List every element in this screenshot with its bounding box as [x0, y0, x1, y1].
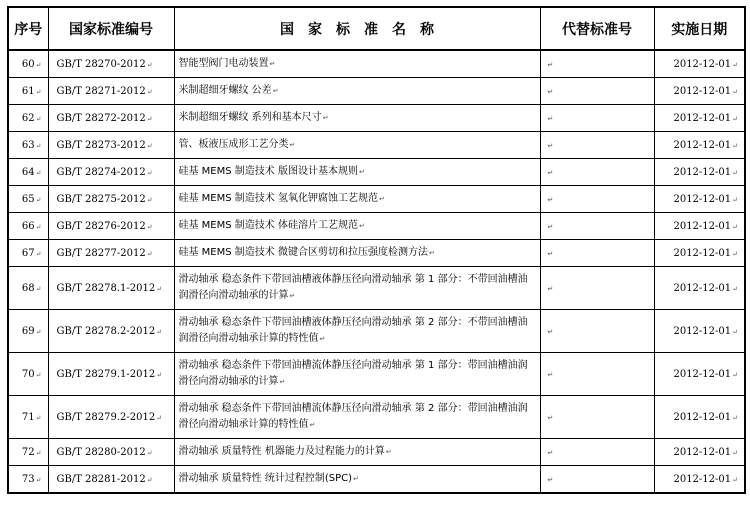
standards-table-container [7, 6, 746, 494]
row-code-text: GB/T 28273-2012 [56, 139, 146, 151]
paragraph-mark-icon: ↵ [35, 60, 42, 69]
paragraph-mark-icon: ↵ [35, 413, 42, 422]
row-name-text: 米制超细牙螺纹 系列和基本尺寸 [178, 112, 322, 123]
paragraph-mark-icon: ↵ [547, 475, 554, 484]
paragraph-mark-icon: ↵ [35, 327, 42, 336]
paragraph-mark-icon: ↵ [732, 141, 738, 150]
paragraph-mark-icon: ↵ [547, 87, 554, 96]
row-code-text: GB/T 28280-2012 [56, 446, 146, 458]
paragraph-mark-icon: ↵ [547, 370, 554, 379]
row-date-text: 2012-12-01 [673, 446, 732, 458]
row-name-cell [174, 240, 540, 267]
table-body [8, 50, 745, 493]
row-name-cell [174, 466, 540, 494]
paragraph-mark-icon: ↵ [309, 421, 316, 429]
row-date-text: 2012-12-01 [673, 247, 732, 259]
row-date-cell [654, 50, 745, 78]
paragraph-mark-icon: ↵ [146, 475, 153, 484]
row-seq-text: 68 [21, 282, 35, 294]
row-date-text: 2012-12-01 [673, 473, 732, 485]
paragraph-mark-icon: ↵ [35, 141, 42, 150]
row-seq-text: 64 [21, 166, 35, 178]
row-name-text: 硅基 MEMS 制造技术 氢氧化钾腐蚀工艺规范 [178, 193, 378, 204]
row-seq-text: 60 [21, 58, 35, 70]
row-seq-cell [8, 396, 48, 439]
paragraph-mark-icon: ↵ [156, 327, 163, 336]
paragraph-mark-icon: ↵ [35, 284, 42, 293]
row-name-text: 管、板液压成形工艺分类 [178, 139, 289, 150]
row-date-cell [654, 310, 745, 353]
paragraph-mark-icon: ↵ [732, 60, 738, 69]
row-seq-cell [8, 466, 48, 494]
row-replaces-cell [540, 439, 654, 466]
row-date-cell [654, 466, 745, 494]
paragraph-mark-icon: ↵ [146, 60, 153, 69]
row-date-text: 2012-12-01 [673, 166, 732, 178]
paragraph-mark-icon: ↵ [279, 378, 286, 386]
paragraph-mark-icon: ↵ [547, 195, 554, 204]
paragraph-mark-icon: ↵ [378, 195, 385, 203]
table-row [8, 159, 745, 186]
row-code-text: GB/T 28274-2012 [56, 166, 146, 178]
row-name-cell [174, 353, 540, 396]
paragraph-mark-icon: ↵ [269, 60, 276, 68]
row-replaces-cell [540, 186, 654, 213]
row-date-text: 2012-12-01 [673, 85, 732, 97]
table-row [8, 466, 745, 494]
row-seq-text: 61 [21, 85, 35, 97]
paragraph-mark-icon: ↵ [732, 195, 738, 204]
paragraph-mark-icon: ↵ [732, 114, 738, 123]
paragraph-mark-icon: ↵ [353, 475, 359, 483]
paragraph-mark-icon: ↵ [35, 370, 42, 379]
row-code-cell [48, 186, 174, 213]
row-seq-text: 65 [21, 193, 35, 205]
paragraph-mark-icon: ↵ [732, 249, 738, 258]
paragraph-mark-icon: ↵ [35, 168, 42, 177]
row-replaces-cell [540, 310, 654, 353]
paragraph-mark-icon: ↵ [732, 448, 738, 457]
row-date-cell [654, 213, 745, 240]
paragraph-mark-icon: ↵ [547, 168, 554, 177]
row-name-text: 滑动轴承 质量特性 机器能力及过程能力的计算 [178, 446, 385, 457]
row-code-cell [48, 213, 174, 240]
paragraph-mark-icon: ↵ [156, 370, 163, 379]
table-row [8, 439, 745, 466]
row-date-cell [654, 240, 745, 267]
paragraph-mark-icon: ↵ [35, 222, 42, 231]
row-replaces-cell [540, 396, 654, 439]
row-seq-cell [8, 105, 48, 132]
row-code-cell [48, 310, 174, 353]
row-date-cell [654, 353, 745, 396]
row-name-text: 硅基 MEMS 制造技术 版图设计基本规则 [178, 166, 358, 177]
row-date-cell [654, 159, 745, 186]
paragraph-mark-icon: ↵ [35, 114, 42, 123]
row-replaces-cell [540, 105, 654, 132]
row-replaces-cell [540, 50, 654, 78]
header-name: 国 家 标 准 名 称 [174, 7, 540, 50]
row-code-cell [48, 50, 174, 78]
row-replaces-cell [540, 267, 654, 310]
paragraph-mark-icon: ↵ [35, 87, 42, 96]
row-code-text: GB/T 28279.1-2012 [56, 368, 156, 380]
row-seq-cell [8, 353, 48, 396]
row-code-cell [48, 466, 174, 494]
row-code-cell [48, 240, 174, 267]
row-seq-text: 72 [21, 446, 35, 458]
header-row [8, 7, 745, 50]
row-date-cell [654, 396, 745, 439]
row-code-text: GB/T 28278.1-2012 [56, 282, 156, 294]
paragraph-mark-icon: ↵ [156, 413, 163, 422]
row-seq-cell [8, 50, 48, 78]
row-seq-cell [8, 267, 48, 310]
row-code-text: GB/T 28272-2012 [56, 112, 146, 124]
row-name-cell [174, 132, 540, 159]
row-date-text: 2012-12-01 [673, 368, 732, 380]
row-seq-text: 62 [21, 112, 35, 124]
row-name-cell [174, 105, 540, 132]
row-code-cell [48, 396, 174, 439]
row-code-cell [48, 78, 174, 105]
row-name-cell [174, 159, 540, 186]
row-code-text: GB/T 28276-2012 [56, 220, 146, 232]
row-name-text: 滑动轴承 稳态条件下带回油槽流体静压径向滑动轴承 第 1 部分：带回油槽油润滑径向滑动轴承的计算 [178, 360, 528, 387]
paragraph-mark-icon: ↵ [146, 87, 153, 96]
row-replaces-cell [540, 213, 654, 240]
paragraph-mark-icon: ↵ [732, 413, 738, 422]
paragraph-mark-icon: ↵ [547, 141, 554, 150]
paragraph-mark-icon: ↵ [146, 448, 153, 457]
row-code-cell [48, 105, 174, 132]
table-row [8, 396, 745, 439]
table-row [8, 78, 745, 105]
row-date-cell [654, 439, 745, 466]
row-seq-text: 71 [21, 411, 35, 423]
paragraph-mark-icon: ↵ [547, 222, 554, 231]
paragraph-mark-icon: ↵ [547, 448, 554, 457]
row-name-cell [174, 50, 540, 78]
row-seq-cell [8, 310, 48, 353]
table-row [8, 132, 745, 159]
header-code: 国家标准编号 [48, 7, 174, 50]
paragraph-mark-icon: ↵ [156, 284, 163, 293]
paragraph-mark-icon: ↵ [146, 195, 153, 204]
table-row [8, 240, 745, 267]
paragraph-mark-icon: ↵ [146, 249, 153, 258]
row-replaces-cell [540, 353, 654, 396]
row-name-text: 滑动轴承 稳态条件下带回油槽液体静压径向滑动轴承 第 2 部分：不带回油槽油润滑径向滑动轴承计算的特性值 [178, 317, 528, 344]
row-date-cell [654, 186, 745, 213]
paragraph-mark-icon: ↵ [35, 475, 42, 484]
row-seq-cell [8, 240, 48, 267]
header-seq: 序号 [8, 7, 48, 50]
paragraph-mark-icon: ↵ [358, 168, 365, 176]
paragraph-mark-icon: ↵ [547, 60, 554, 69]
row-name-cell [174, 213, 540, 240]
paragraph-mark-icon: ↵ [146, 222, 153, 231]
row-seq-cell [8, 159, 48, 186]
paragraph-mark-icon: ↵ [289, 292, 296, 300]
row-replaces-cell [540, 466, 654, 494]
row-date-text: 2012-12-01 [673, 220, 732, 232]
row-replaces-cell [540, 78, 654, 105]
row-code-text: GB/T 28278.2-2012 [56, 325, 156, 337]
paragraph-mark-icon: ↵ [428, 249, 435, 257]
row-seq-cell [8, 132, 48, 159]
paragraph-mark-icon: ↵ [732, 475, 738, 484]
paragraph-mark-icon: ↵ [322, 114, 329, 122]
paragraph-mark-icon: ↵ [547, 413, 554, 422]
paragraph-mark-icon: ↵ [146, 168, 153, 177]
row-seq-text: 63 [21, 139, 35, 151]
row-seq-cell [8, 78, 48, 105]
row-name-text: 智能型阀门电动装置 [178, 58, 269, 69]
paragraph-mark-icon: ↵ [35, 249, 42, 258]
row-code-cell [48, 159, 174, 186]
paragraph-mark-icon: ↵ [732, 327, 738, 336]
row-code-cell [48, 353, 174, 396]
row-date-cell [654, 132, 745, 159]
paragraph-mark-icon: ↵ [732, 87, 738, 96]
paragraph-mark-icon: ↵ [289, 141, 296, 149]
row-seq-cell [8, 186, 48, 213]
row-name-text: 硅基 MEMS 制造技术 微键合区剪切和拉压强度检测方法 [178, 247, 428, 258]
row-date-cell [654, 105, 745, 132]
row-date-cell [654, 78, 745, 105]
row-code-text: GB/T 28270-2012 [56, 58, 146, 70]
row-date-text: 2012-12-01 [673, 325, 732, 337]
row-code-text: GB/T 28277-2012 [56, 247, 146, 259]
row-code-text: GB/T 28281-2012 [56, 473, 146, 485]
row-replaces-cell [540, 240, 654, 267]
paragraph-mark-icon: ↵ [732, 168, 738, 177]
row-name-cell [174, 78, 540, 105]
row-date-text: 2012-12-01 [673, 193, 732, 205]
paragraph-mark-icon: ↵ [146, 114, 153, 123]
row-date-text: 2012-12-01 [673, 282, 732, 294]
row-date-cell [654, 267, 745, 310]
row-code-text: GB/T 28279.2-2012 [56, 411, 156, 423]
paragraph-mark-icon: ↵ [358, 222, 365, 230]
paragraph-mark-icon: ↵ [272, 87, 279, 95]
row-name-cell [174, 310, 540, 353]
standards-table [7, 6, 746, 494]
paragraph-mark-icon: ↵ [547, 114, 554, 123]
header-replaces: 代替标准号 [540, 7, 654, 50]
row-code-cell [48, 132, 174, 159]
row-name-cell [174, 186, 540, 213]
row-name-cell [174, 267, 540, 310]
row-date-text: 2012-12-01 [673, 58, 732, 70]
paragraph-mark-icon: ↵ [385, 448, 392, 456]
table-row [8, 105, 745, 132]
row-name-text: 硅基 MEMS 制造技术 体硅溶片工艺规范 [178, 220, 358, 231]
paragraph-mark-icon: ↵ [732, 370, 738, 379]
paragraph-mark-icon: ↵ [732, 284, 738, 293]
row-name-text: 滑动轴承 质量特性 统计过程控制(SPC) [178, 473, 353, 484]
paragraph-mark-icon: ↵ [35, 195, 42, 204]
row-seq-text: 69 [21, 325, 35, 337]
table-row [8, 267, 745, 310]
row-code-cell [48, 439, 174, 466]
table-row [8, 213, 745, 240]
paragraph-mark-icon: ↵ [547, 249, 554, 258]
row-code-text: GB/T 28275-2012 [56, 193, 146, 205]
row-name-text: 米制超细牙螺纹 公差 [178, 85, 272, 96]
paragraph-mark-icon: ↵ [547, 327, 554, 336]
row-date-text: 2012-12-01 [673, 112, 732, 124]
header-date: 实施日期 [654, 7, 745, 50]
paragraph-mark-icon: ↵ [319, 335, 326, 343]
row-date-text: 2012-12-01 [673, 139, 732, 151]
table-row [8, 186, 745, 213]
row-seq-cell [8, 439, 48, 466]
row-name-text: 滑动轴承 稳态条件下带回油槽液体静压径向滑动轴承 第 1 部分：不带回油槽油润滑径向滑动轴承的计算 [178, 274, 528, 301]
row-seq-text: 67 [21, 247, 35, 259]
table-row [8, 310, 745, 353]
row-code-text: GB/T 28271-2012 [56, 85, 146, 97]
row-replaces-cell [540, 159, 654, 186]
row-name-text: 滑动轴承 稳态条件下带回油槽流体静压径向滑动轴承 第 2 部分：带回油槽油润滑径向滑动轴承计算的特性值 [178, 403, 528, 430]
table-row [8, 50, 745, 78]
row-seq-text: 70 [21, 368, 35, 380]
paragraph-mark-icon: ↵ [547, 284, 554, 293]
row-name-cell [174, 439, 540, 466]
row-seq-text: 66 [21, 220, 35, 232]
row-seq-text: 73 [21, 473, 35, 485]
paragraph-mark-icon: ↵ [732, 222, 738, 231]
table-row [8, 353, 745, 396]
row-name-cell [174, 396, 540, 439]
row-seq-cell [8, 213, 48, 240]
row-date-text: 2012-12-01 [673, 411, 732, 423]
row-code-cell [48, 267, 174, 310]
paragraph-mark-icon: ↵ [35, 448, 42, 457]
row-replaces-cell [540, 132, 654, 159]
paragraph-mark-icon: ↵ [146, 141, 153, 150]
